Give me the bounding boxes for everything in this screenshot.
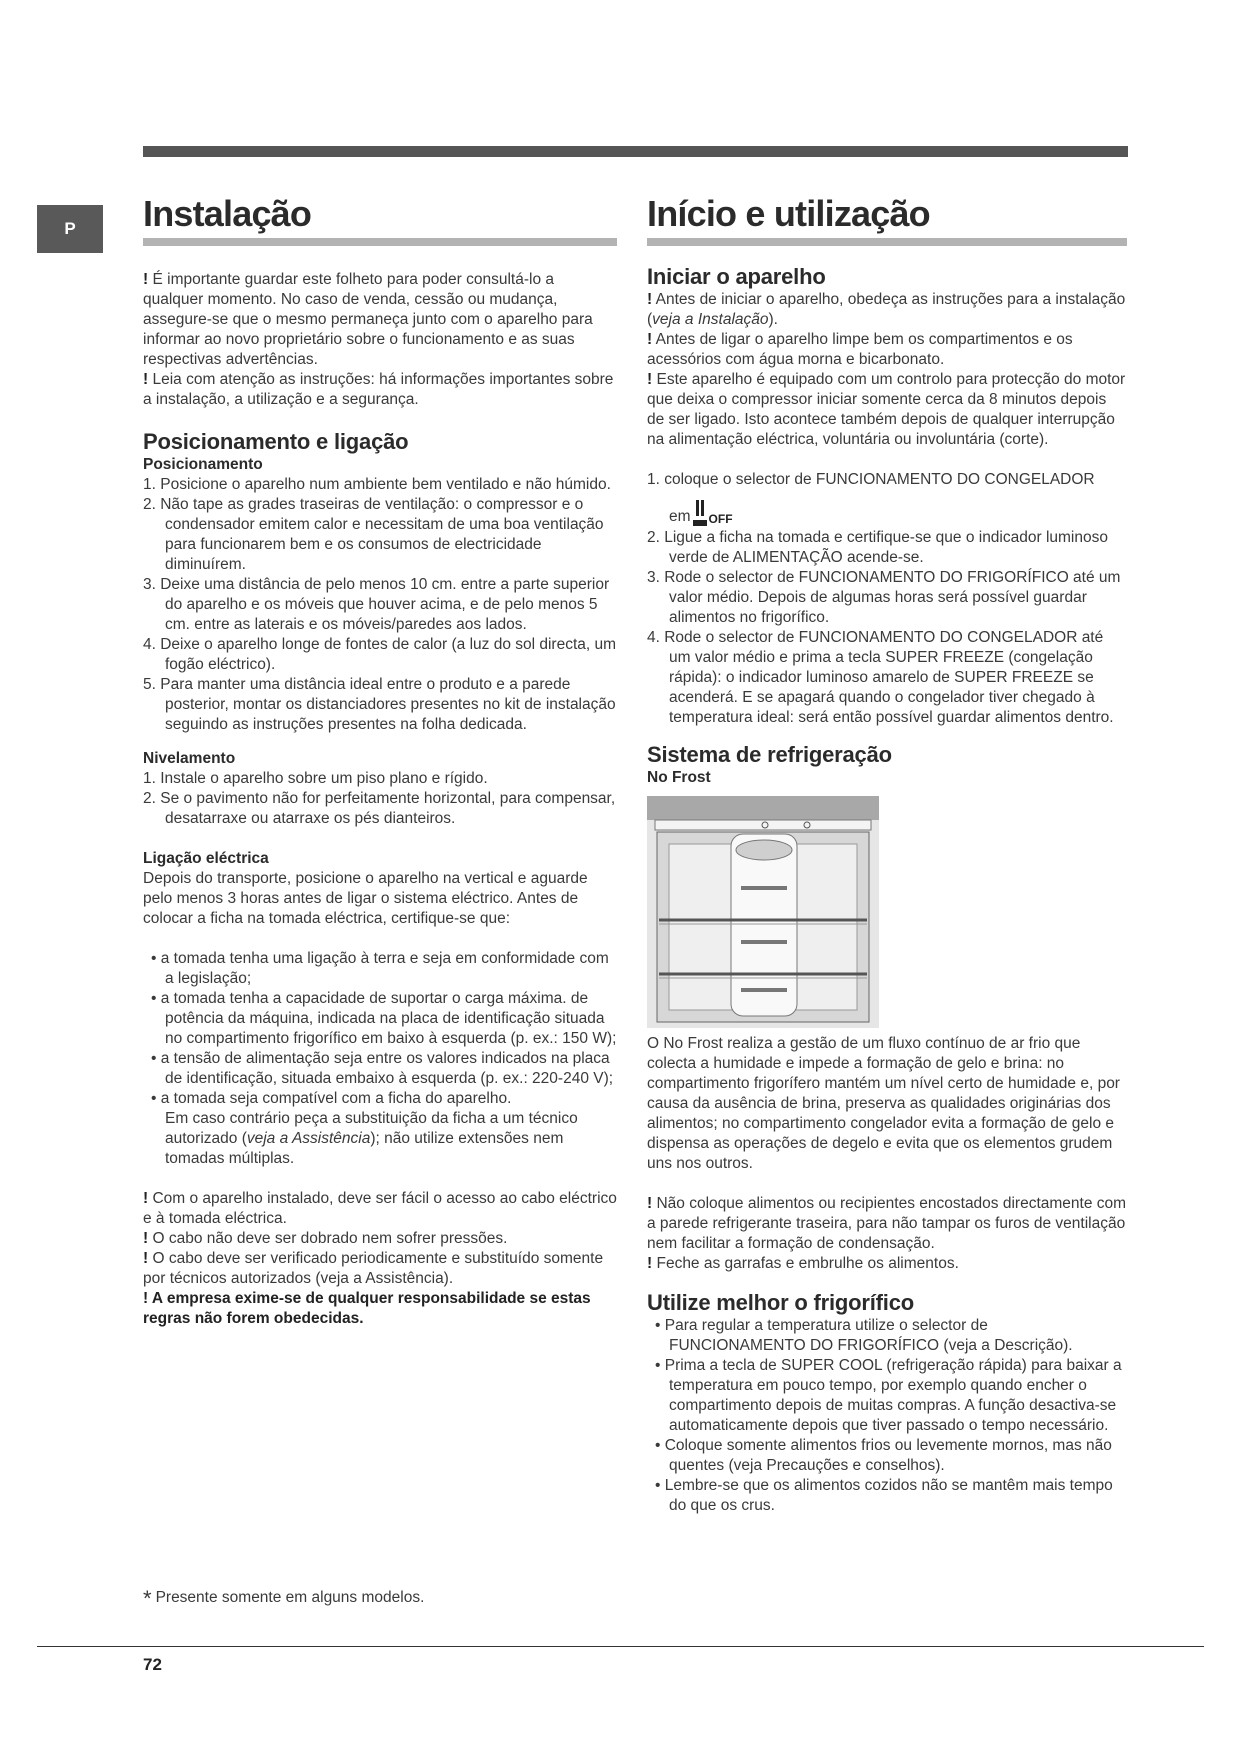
top-frame bbox=[647, 796, 879, 820]
installation-title: Instalação bbox=[143, 192, 617, 246]
installation-intro bbox=[143, 270, 617, 410]
liability-warning: ! A empresa exime-se de qualquer responsabilidade se estas regras não forem obedecidas. bbox=[143, 1290, 591, 1327]
off-position: em OFF bbox=[647, 490, 1127, 528]
vent-slot bbox=[741, 940, 787, 944]
intro-paragraph: ! Leia com atenção as instruções: há informações importantes sobre a instalação, a utilização e a segurança. bbox=[143, 371, 614, 408]
list-item: • a tomada tenha a capacidade de suportar o carga máxima. de potência da máquina, indicada na placa de identificação situada no compartimento frigorífico em baixo à esquerda (p. ex.: 150 W); bbox=[143, 989, 617, 1049]
list-item: • Coloque somente alimentos frios ou levemente mornos, mas não quentes (veja Precauções e conselhos). bbox=[647, 1436, 1127, 1476]
list-item: 5. Para manter uma distância ideal entre o produto e a parede posterior, montar os distanciadores presentes no kit de instalação seguindo as instruções presentes na folha dedicada. bbox=[143, 676, 616, 733]
warning-paragraph: ! Com o aparelho instalado, deve ser fácil o acesso ao cabo eléctrico e à tomada eléctrica. bbox=[143, 1190, 617, 1227]
language-tab: P bbox=[37, 205, 103, 253]
positioning-heading: Posicionamento e ligação bbox=[143, 429, 409, 454]
footer-rule bbox=[37, 1646, 1204, 1647]
electrical-subheading: Ligação eléctrica bbox=[143, 850, 269, 867]
usage-column bbox=[647, 192, 1127, 1516]
vent-slot bbox=[741, 988, 787, 992]
footnote bbox=[143, 1586, 424, 1612]
list-item: • Para regular a temperatura utilize o selector de FUNCIONAMENTO DO FRIGORÍFICO (veja a Descrição). bbox=[647, 1316, 1127, 1356]
list-item: • a tomada seja compatível com a ficha do aparelho. Em caso contrário peça a substituição da ficha a um técnico autorizado (veja a Assistência); não utilize extensões nem tomadas múltiplas. bbox=[143, 1089, 617, 1169]
top-rule bbox=[143, 146, 1128, 157]
fridge-interior-illustration bbox=[647, 796, 879, 1028]
list-item: 1. Posicione o aparelho num ambiente bem ventilado e não húmido. bbox=[143, 476, 611, 493]
fan-cover bbox=[736, 840, 792, 860]
intro-paragraph: ! É importante guardar este folheto para poder consultá-lo a qualquer momento. No caso de venda, cessão ou mudança, assegure-se que o mesmo permaneça junto com o aparelho para informar ao novo proprietário sobre o funcionamento e as suas respectivas advertências. bbox=[143, 271, 593, 368]
cooling-system-heading: Sistema de refrigeração bbox=[647, 742, 892, 767]
list-item: 1. Instale o aparelho sobre um piso plano e rígido. bbox=[143, 770, 488, 787]
list-item: 2. Se o pavimento não for perfeitamente horizontal, para compensar, desatarraxe ou atarraxe os pés dianteiros. bbox=[143, 790, 616, 827]
list-item: 3. Rode o selector de FUNCIONAMENTO DO FRIGORÍFICO até um valor médio. Depois de algumas horas será possível guardar alimentos no frigorífico. bbox=[647, 569, 1121, 626]
warning-paragraph: ! O cabo não deve ser dobrado nem sofrer pressões. bbox=[143, 1230, 508, 1247]
start-paragraph: ! Antes de ligar o aparelho limpe bem os compartimentos e os acessórios com água morna e bicarbonato. bbox=[647, 331, 1073, 368]
list-item: 1. coloque o selector de FUNCIONAMENTO DO CONGELADOR bbox=[647, 471, 1095, 488]
off-label: OFF bbox=[708, 512, 733, 526]
start-paragraph: ! Este aparelho é equipado com um controlo para protecção do motor que deixa o compressor iniciar somente cerca da 8 minutos depois de ser ligado. Isto acontece também depois de qualquer interrupção na alimentação eléctrica, voluntária ou involuntária (corte). bbox=[647, 371, 1126, 448]
list-item: 4. Deixe o aparelho longe de fontes de calor (a luz do sol directa, um fogão eléctrico). bbox=[143, 636, 617, 673]
electrical-paragraph: Depois do transporte, posicione o aparelho na vertical e aguarde pelo menos 3 horas antes de ligar o sistema eléctrico. Antes de colocar a ficha na tomada eléctrica, certifique-se que: bbox=[143, 870, 588, 927]
footnote-text: Presente somente em alguns modelos. bbox=[155, 1589, 425, 1606]
list-item: • Prima a tecla de SUPER COOL (refrigeração rápida) para baixar a temperatura em pouco tempo, por exemplo quando encher o compartimento depois de muitas compras. A função desactiva-se automaticamente depois que tiver passado o tempo necessário. bbox=[647, 1356, 1127, 1436]
usage-title: Início e utilização bbox=[647, 192, 1127, 246]
electrical-warnings bbox=[143, 1189, 617, 1329]
electrical-checklist bbox=[143, 949, 617, 1169]
warning-paragraph: ! Não coloque alimentos ou recipientes encostados directamente com a parede refrigerante traseira, para não tampar os furos de ventilação nem facilitar a formação de condensação. bbox=[647, 1195, 1127, 1252]
footnote-star: * bbox=[143, 1586, 152, 1611]
no-frost-subheading: No Frost bbox=[647, 769, 711, 786]
control-panel bbox=[655, 820, 871, 830]
installation-column bbox=[143, 192, 617, 1329]
cooling-warnings bbox=[647, 1194, 1127, 1274]
leveling-subheading: Nivelamento bbox=[143, 750, 236, 767]
warning-paragraph: ! Feche as garrafas e embrulhe os alimentos. bbox=[647, 1255, 959, 1272]
start-steps bbox=[647, 528, 1127, 728]
list-item: • a tensão de alimentação seja entre os valores indicados na placa de identificação, situada embaixo à esquerda (p. ex.: 220-240 V); bbox=[143, 1049, 617, 1089]
vent-slot bbox=[741, 886, 787, 890]
warning-paragraph: ! O cabo deve ser verificado periodicamente e substituído somente por técnicos autorizados (veja a Assistência). bbox=[143, 1250, 604, 1287]
leveling-list bbox=[143, 769, 617, 829]
no-frost-paragraph: O No Frost realiza a gestão de um fluxo contínuo de ar frio que colecta a humidade e impede a formação de gelo e brina: no compartimento frigorífero mantém um nível certo de humidade e, por causa da ausência de brina, preserva as qualidades originárias dos alimentos; no compartimento congelador evita a formação de gelo e dispensa as operações de degelo e evita que os elementos grudem uns nos outros. bbox=[647, 1035, 1120, 1172]
freezer-off-switch-icon bbox=[693, 500, 707, 528]
best-use-list bbox=[647, 1316, 1127, 1516]
list-item: • a tomada tenha uma ligação à terra e seja em conformidade com a legislação; bbox=[143, 949, 617, 989]
positioning-list bbox=[143, 475, 617, 735]
page-number: 72 bbox=[143, 1655, 162, 1674]
positioning-subheading: Posicionamento bbox=[143, 456, 263, 473]
start-steps bbox=[647, 470, 1127, 490]
list-item: 2. Ligue a ficha na tomada e certifique-se que o indicador luminoso verde de ALIMENTAÇÃO acende-se. bbox=[647, 529, 1108, 566]
start-heading: Iniciar o aparelho bbox=[647, 264, 826, 289]
list-item: 3. Deixe uma distância de pelo menos 10 cm. entre a parte superior do aparelho e os móveis que houver acima, e de pelo menos 5 cm. entre as laterais e os móveis/paredes aos lados. bbox=[143, 576, 610, 633]
list-item: 4. Rode o selector de FUNCIONAMENTO DO CONGELADOR até um valor médio e prima a tecla SUPER FREEZE (congelação rápida): o indicador luminoso amarelo de SUPER FREEZE se acenderá. E se apagará quando o congelador tiver chegado à temperatura ideal: será então possível guardar alimentos dentro. bbox=[647, 629, 1114, 726]
start-paragraph: ! Antes de iniciar o aparelho, obedeça as instruções para a instalação (veja a Instalação). bbox=[647, 291, 1126, 328]
list-item: 2. Não tape as grades traseiras de ventilação: o compressor e o condensador emitem calor e necessitam de uma boa ventilação para funcionarem bem e os consumos de electricidade diminuírem. bbox=[143, 496, 604, 573]
best-use-heading: Utilize melhor o frigorífico bbox=[647, 1290, 914, 1315]
list-item: • Lembre-se que os alimentos cozidos não se mantêm mais tempo do que os crus. bbox=[647, 1476, 1127, 1516]
